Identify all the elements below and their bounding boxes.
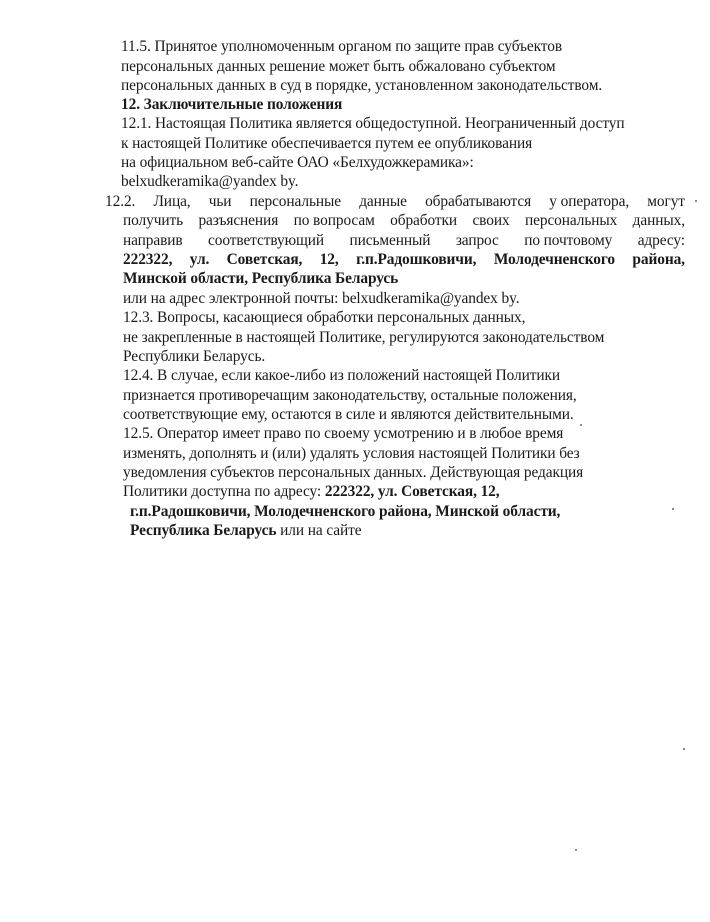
address-bold: 222322, ул. Советская, 12, <box>324 483 500 500</box>
p12-5-line4 <box>123 482 500 502</box>
word: 12, <box>319 251 339 268</box>
word: адресу: <box>637 232 685 249</box>
word: 12.2. <box>105 193 136 210</box>
word: соответствующий <box>208 232 325 249</box>
p12-2-line1 <box>105 192 685 212</box>
p12-3-line1: 12.3. Вопросы, касающиеся обработки персональных данных, <box>123 309 526 326</box>
p12-1-line3: на официальном веб-сайте ОАО «Белхудожкерамика»: <box>121 154 474 171</box>
word: Лица, <box>153 193 191 210</box>
site-tail: или на сайте <box>276 522 362 539</box>
p12-1-line1: 12.1. Настоящая Политика является общедоступной. Неограниченный доступ <box>121 115 625 132</box>
word: у оператора, <box>549 193 630 210</box>
word: чьи <box>208 193 232 210</box>
p12-5-line2: изменять, дополнять и (или) удалять условия настоящей Политики без <box>123 445 580 462</box>
word: г.п.Радошковичи, <box>356 251 477 268</box>
section-12-heading: 12. Заключительные положения <box>121 96 343 113</box>
word: персональных <box>524 212 618 229</box>
word: обрабатываются <box>425 193 532 210</box>
p12-3-line3: Республики Беларусь. <box>123 348 266 365</box>
word: данные <box>359 193 407 210</box>
word: по почтовому <box>524 232 613 249</box>
word: запрос <box>455 232 499 249</box>
p11-5-line2: персональных данных решение может быть обжаловано субъектом <box>121 58 556 75</box>
address-label: Политики доступна по адресу: <box>123 483 325 500</box>
word: по вопросам <box>293 212 375 229</box>
p12-3-line2: не закрепленные в настоящей Политике, регулируются законодательством <box>123 329 605 346</box>
scan-speck <box>683 748 685 750</box>
scan-speck <box>580 424 582 426</box>
word: ул. <box>189 251 210 268</box>
country-bold: Республика Беларусь <box>130 522 277 539</box>
p12-2-line4 <box>123 250 685 270</box>
p12-5-line3: уведомления субъектов персональных данных. Действующая редакция <box>123 464 584 481</box>
p11-5-line3: персональных данных в суд в порядке, установленном законодательством. <box>121 77 603 94</box>
word: данных, <box>632 212 685 229</box>
p12-4-line1: 12.4. В случае, если какое-либо из положений настоящей Политики <box>123 367 561 384</box>
p12-5-line5: г.п.Радошковичи, Молодечненского района, Минской области, <box>130 503 561 520</box>
p12-5-line6 <box>130 521 362 541</box>
word: обработки <box>390 212 458 229</box>
word: получить <box>123 212 184 229</box>
p12-4-line3: соответствующие ему, остаются в силе и являются действительными. <box>123 406 574 423</box>
p12-1-line2: к настоящей Политике обеспечивается путем ее опубликования <box>121 135 533 152</box>
scan-speck <box>672 508 674 510</box>
word: Советская, <box>226 251 303 268</box>
word: персональные <box>249 193 342 210</box>
scan-speck <box>575 849 577 851</box>
p12-5-line1: 12.5. Оператор имеет право по своему усмотрению и в любое время <box>123 425 564 442</box>
p12-4-line2: признается противоречащим законодательству, остальные положения, <box>123 387 577 404</box>
p11-5-line1: 11.5. Принятое уполномоченным органом по защите прав субъектов <box>121 38 562 55</box>
word: 222322, <box>123 251 173 268</box>
word: района, <box>632 251 685 268</box>
p12-2-line6: или на адрес электронной почты: belxudkeramika@yandex by. <box>123 290 520 307</box>
word: направив <box>123 232 183 249</box>
word: могут <box>647 193 685 210</box>
p12-1-line4: belxudkeramika@yandex by. <box>121 173 299 190</box>
word: разъяснения <box>198 212 279 229</box>
word: Молодечненского <box>493 251 615 268</box>
p12-2-line3 <box>123 231 685 251</box>
scan-speck <box>695 200 697 202</box>
p12-2-line2 <box>123 211 685 231</box>
p12-2-line5: Минской области, Республика Беларусь <box>123 270 399 287</box>
word: письменный <box>349 232 431 249</box>
word: своих <box>472 212 510 229</box>
